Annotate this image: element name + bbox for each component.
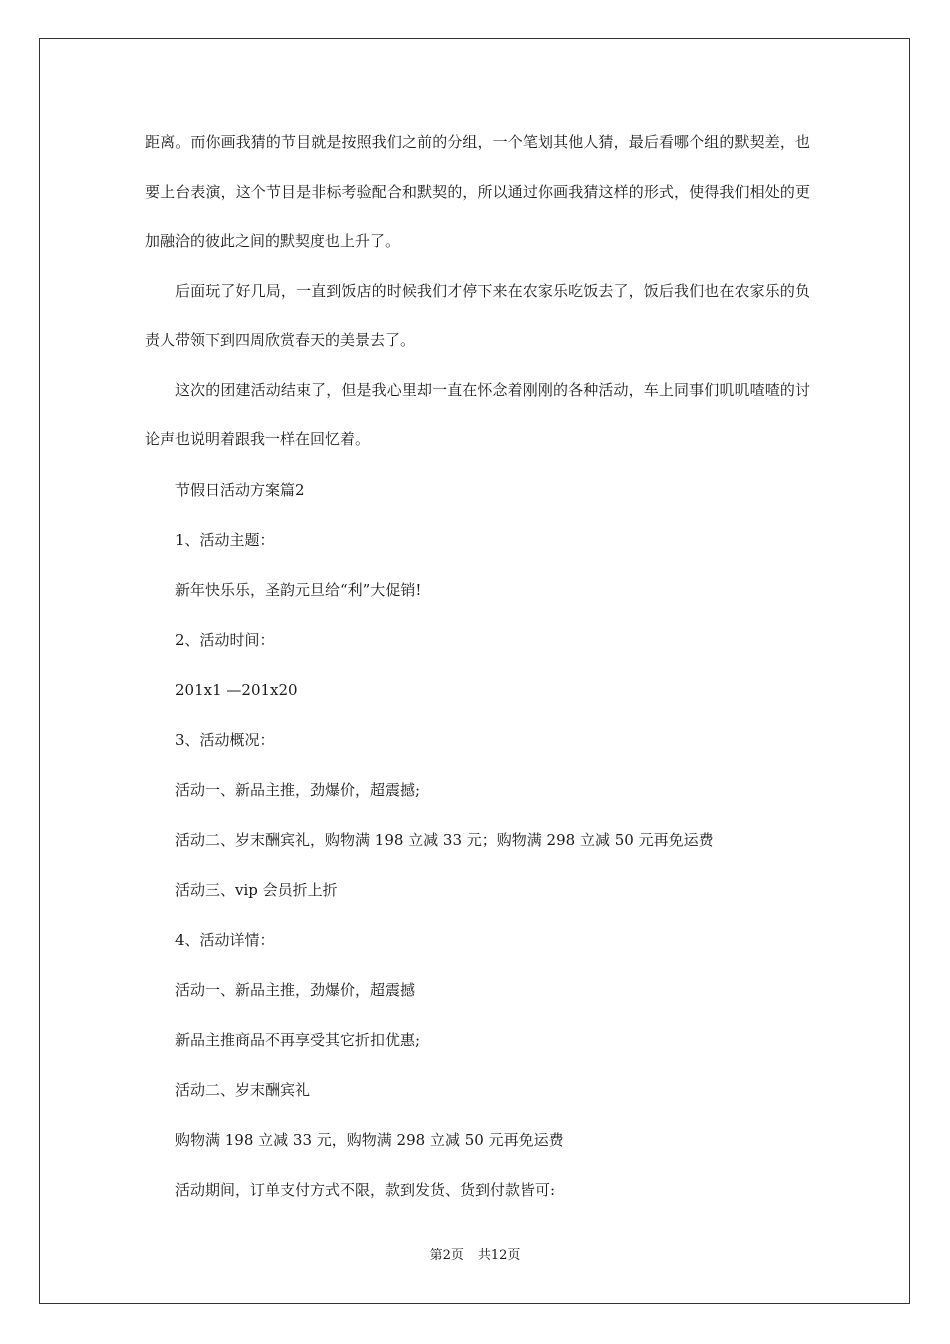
list-item: 新品主推商品不再享受其它折扣优惠; bbox=[175, 1030, 421, 1049]
list-item: 活动一、新品主推，劲爆价，超震撼; bbox=[175, 780, 421, 799]
list-item: 新年快乐乐，圣韵元旦给“利”大促销! bbox=[175, 580, 422, 599]
list-item: 2、活动时间： bbox=[175, 630, 275, 649]
paragraph: 后面玩了好几局，一直到饭店的时候我们才停下来在农家乐吃饭去了，饭后我们也在农家乐的负责人带领下到四周欣赏春天的美景去了。 bbox=[145, 281, 810, 349]
list-item: 4、活动详情： bbox=[175, 930, 275, 949]
list-item: 购物满 198 立减 33 元，购物满 298 立减 50 元再免运费 bbox=[175, 1130, 564, 1149]
list-item: 3、活动概况： bbox=[175, 730, 275, 749]
page-number-current: 第2页 bbox=[429, 1248, 464, 1263]
list-item: 活动二、岁末酬宾礼 bbox=[175, 1080, 311, 1099]
list-item: 201x1 —201x20 bbox=[175, 680, 298, 699]
document-body bbox=[145, 118, 810, 1215]
list-item: 活动一、新品主推，劲爆价，超震撼 bbox=[175, 980, 416, 999]
page-footer bbox=[0, 1246, 950, 1266]
list-item: 活动三、vip 会员折上折 bbox=[175, 880, 338, 899]
list-item: 活动期间，订单支付方式不限，款到发货、货到付款皆可: bbox=[175, 1180, 556, 1199]
paragraph-continued: 距离。而你画我猜的节目就是按照我们之前的分组，一个笔划其他人猜，最后看哪个组的默契差，也要上台表演，这个节目是非标考验配合和默契的，所以通过你画我猜这样的形式，使得我们相处的更加融洽的彼此之间的默契度也上升了。 bbox=[145, 133, 810, 250]
list-item: 活动二、岁末酬宾礼，购物满 198 立减 33 元；购物满 298 立减 50 元再免运费 bbox=[175, 830, 714, 849]
page-number-total: 共12页 bbox=[477, 1248, 521, 1263]
paragraph: 这次的团建活动结束了，但是我心里却一直在怀念着刚刚的各种活动，车上同事们叽叽喳喳的讨论声也说明着跟我一样在回忆着。 bbox=[145, 380, 810, 448]
list-item: 1、活动主题： bbox=[175, 530, 275, 549]
section-heading: 节假日活动方案篇2 bbox=[175, 480, 305, 499]
